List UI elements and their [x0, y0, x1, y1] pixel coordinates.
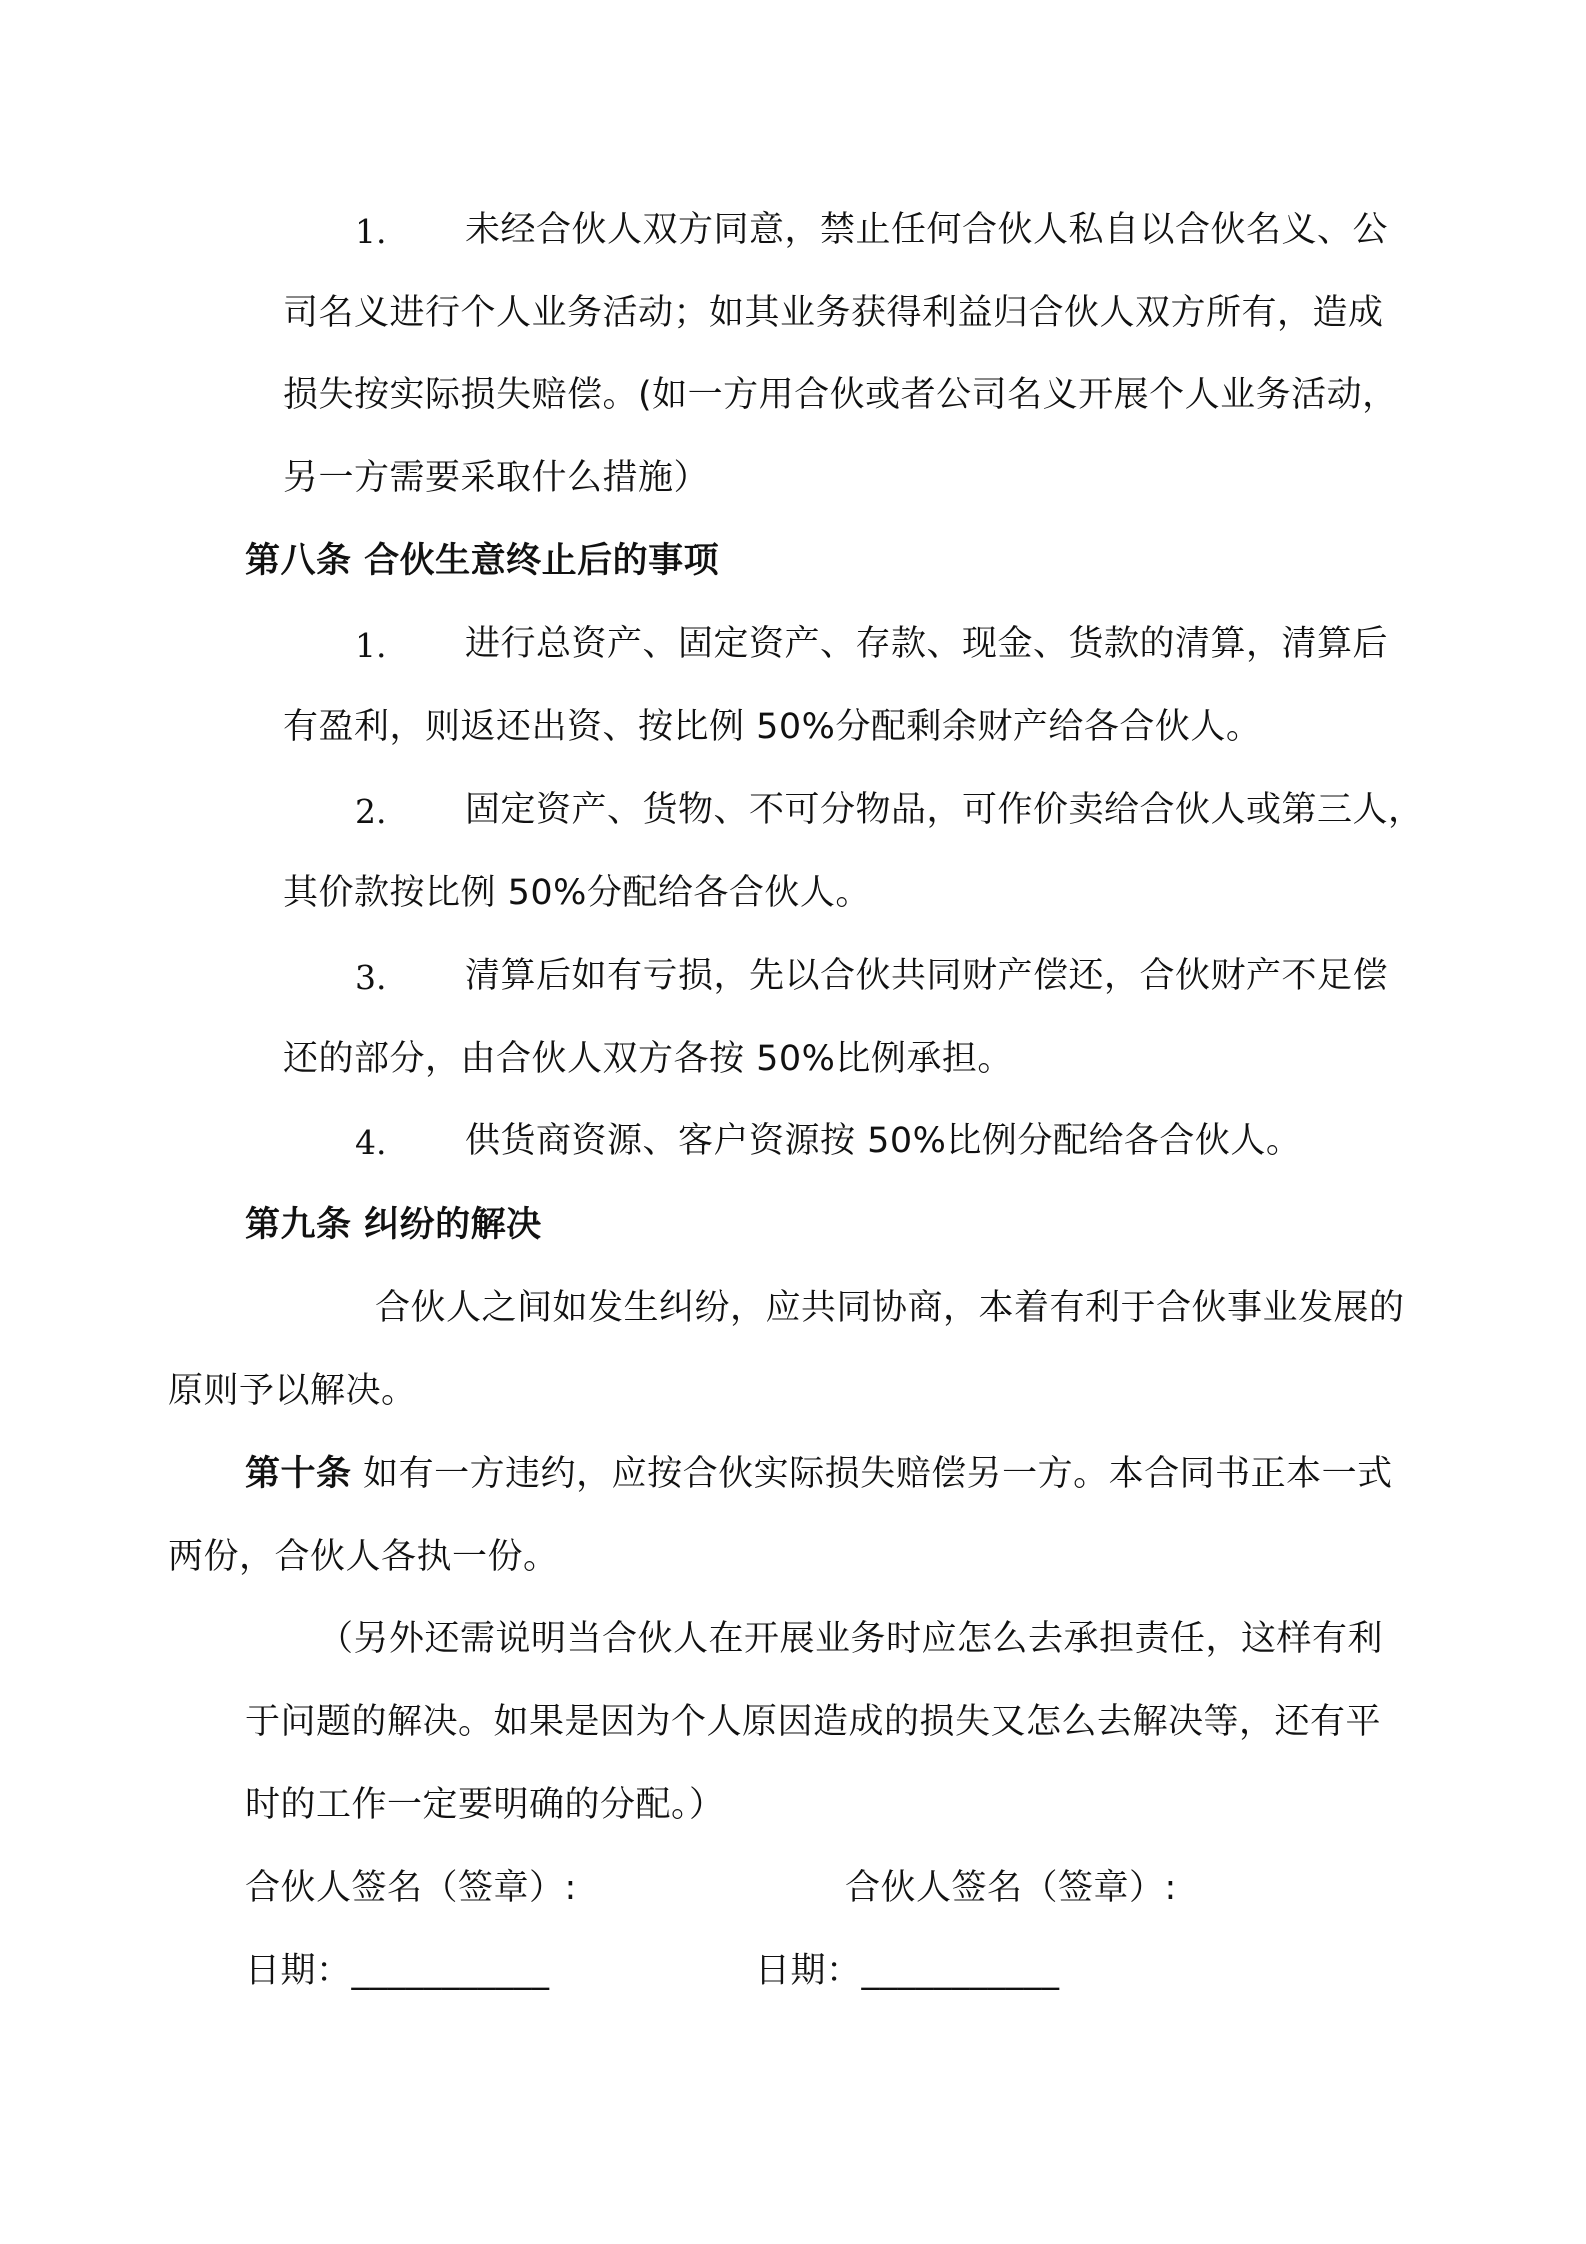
- article-text: 如有一方违约，应按合伙实际损失赔偿另一方。本合同书正本一式: [351, 1454, 1393, 1494]
- article-label: 第十条: [245, 1454, 352, 1494]
- paragraph-line: [245, 1449, 1393, 1499]
- section-heading: 第八条 合伙生意终止后的事项: [245, 541, 720, 581]
- paragraph-line: 损失按实际损失赔偿。(如一方用合伙或者公司名义开展个人业务活动，: [283, 375, 1398, 415]
- signature-label-right: 合伙人签名（签章）:: [845, 1868, 1177, 1908]
- paragraph-line: 有盈利，则返还出资、按比例 50%分配剩余财产给各合伙人。: [283, 707, 1262, 747]
- note-line: 于问题的解决。如果是因为个人原因造成的损失又怎么去解决等，还有平: [245, 1702, 1382, 1742]
- paragraph-line: 司名义进行个人业务活动；如其业务获得利益归合伙人双方所有，造成: [283, 293, 1384, 333]
- date-field-left: 日期：___________: [245, 1951, 550, 1991]
- note-line: （另外还需说明当合伙人在开展业务时应怎么去承担责任，这样有利: [318, 1619, 1384, 1659]
- paragraph-line: 未经合伙人双方同意，禁止任何合伙人私自以合伙名义、公: [465, 210, 1389, 250]
- paragraph-line: 两份，合伙人各执一份。: [168, 1537, 559, 1577]
- paragraph-line: 其价款按比例 50%分配给各合伙人。: [283, 873, 871, 913]
- date-field-right: 日期：___________: [755, 1951, 1060, 1991]
- paragraph-line: 固定资产、货物、不可分物品，可作价卖给合伙人或第三人，: [465, 790, 1424, 830]
- paragraph-line: 另一方需要采取什么措施）: [283, 458, 710, 498]
- paragraph-line: 还的部分，由合伙人双方各按 50%比例承担。: [283, 1039, 1013, 1079]
- list-number: 2.: [355, 792, 387, 831]
- paragraph-line: 进行总资产、固定资产、存款、现金、货款的清算，清算后: [465, 624, 1389, 664]
- list-number: 1.: [355, 626, 387, 665]
- paragraph-line: 清算后如有亏损，先以合伙共同财产偿还，合伙财产不足偿: [465, 956, 1389, 996]
- paragraph-line: 原则予以解决。: [168, 1371, 417, 1411]
- paragraph-line: 合伙人之间如发生纠纷，应共同协商，本着有利于合伙事业发展的: [375, 1288, 1405, 1328]
- list-number: 4.: [355, 1123, 387, 1162]
- list-number: 3.: [355, 958, 387, 997]
- paragraph-line: 供货商资源、客户资源按 50%比例分配给各合伙人。: [465, 1121, 1302, 1161]
- list-number: 1.: [355, 212, 387, 251]
- signature-label-left: 合伙人签名（签章）:: [245, 1868, 577, 1908]
- section-heading: 第九条 纠纷的解决: [245, 1205, 542, 1245]
- note-line: 时的工作一定要明确的分配。）: [245, 1785, 725, 1825]
